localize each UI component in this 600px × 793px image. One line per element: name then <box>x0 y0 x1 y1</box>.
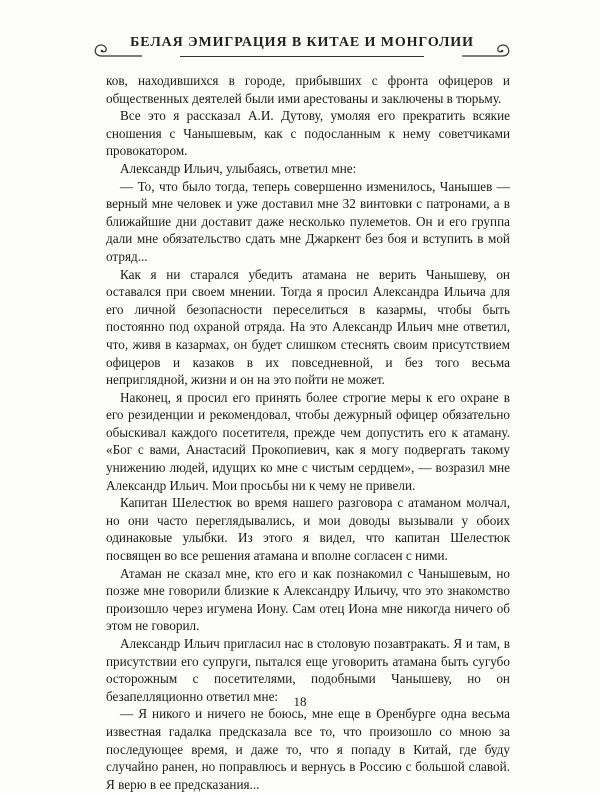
running-header <box>100 22 504 58</box>
header-title: БЕЛАЯ ЭМИГРАЦИЯ В КИТАЕ И МОНГОЛИИ <box>130 35 474 50</box>
paragraph-9: Александр Ильич пригласил нас в столовую позавтракать. Я и там, в присутствии его супруги, пытался еще уговорить атамана быть сугубо осторожным с посетителями, подобными Чанышеву, но он безапелляционно ответил мне: <box>106 636 510 704</box>
paragraph-2: Все это я рассказал А.И. Дутову, умоляя его прекратить всякие сношения с Чанышевым, как с подосланным к нему советчиками провокатором. <box>106 108 510 159</box>
paragraph-10: — Я никого и ничего не боюсь, мне еще в Оренбурге одна весьма известная гадалка предсказала все то, что произошло со мною за последующее время, и даже то, что я попаду в Китай, где буду случайно ранен, но поправлюсь и вернусь в Россию с большой славой. Я верю в ее предсказания... <box>106 706 510 792</box>
body-text <box>106 72 510 793</box>
paragraph-7: Капитан Шелестюк во время нашего разговора с атаманом молчал, но они часто переглядывались, и мои доводы вызывали у обоих одинаковые улыбки. Из этого я видел, что капитан Шелестюк посвящен во все решения атамана и вполне согласен с ними. <box>106 495 510 564</box>
right-ornament-icon <box>460 40 512 60</box>
paragraph-6: Наконец, я просил его принять более строгие меры к его охране в его резиденции и рекомендовал, чтобы дежурный офицер обязательно обыскивал каждого посетителя, прежде чем допустить его к атаману. «Бог с вами, Анастасий Прокопиевич, как я могу подвергать такому унижению людей, идущих ко мне с чистым сердцем», — возразил мне Александр Ильич. Мои просьбы ни к чему не привели. <box>106 389 510 493</box>
paragraph-8: Атаман не сказал мне, кто его и как познакомил с Чанышевым, но позже мне говорили близкие к Александру Ильичу, что это знакомство произошло через игумена Иону. Сам отец Иона мне никогда ничего об этом не говорил. <box>106 565 510 634</box>
paragraph-4: — То, что было тогда, теперь совершенно изменилось, Чанышев — верный мне человек и уже доставил мне 32 винтовки с патронами, а в ближайшие дни доставит даже несколько пулеметов. Он и его группа дали мне обязательство сдать мне Джаркент без боя и вступить в мой отряд... <box>106 178 510 264</box>
paragraph-3: Александр Ильич, улыбаясь, ответил мне: <box>120 160 357 176</box>
paragraph-5: Как я ни старался убедить атамана не верить Чанышеву, он оставался при своем мнении. Тогда я просил Александра Ильича для его личной безопасности переселиться в казармы, чтобы быть постоянно под охраной отряда. На это Александр Ильич мне ответил, что, живя в казармах, он будет слишком стеснять своим присутствием офицеров и казаков в их повседневной, и без того весьма неприглядной, жизни и он на это пойти не может. <box>106 266 510 388</box>
header-rule <box>180 56 424 57</box>
page-number: 18 <box>293 694 307 709</box>
paragraph-1: ков, находившихся в городе, прибывших с фронта офицеров и общественных деятелей были ими арестованы и заключены в тюрьму. <box>106 73 510 106</box>
